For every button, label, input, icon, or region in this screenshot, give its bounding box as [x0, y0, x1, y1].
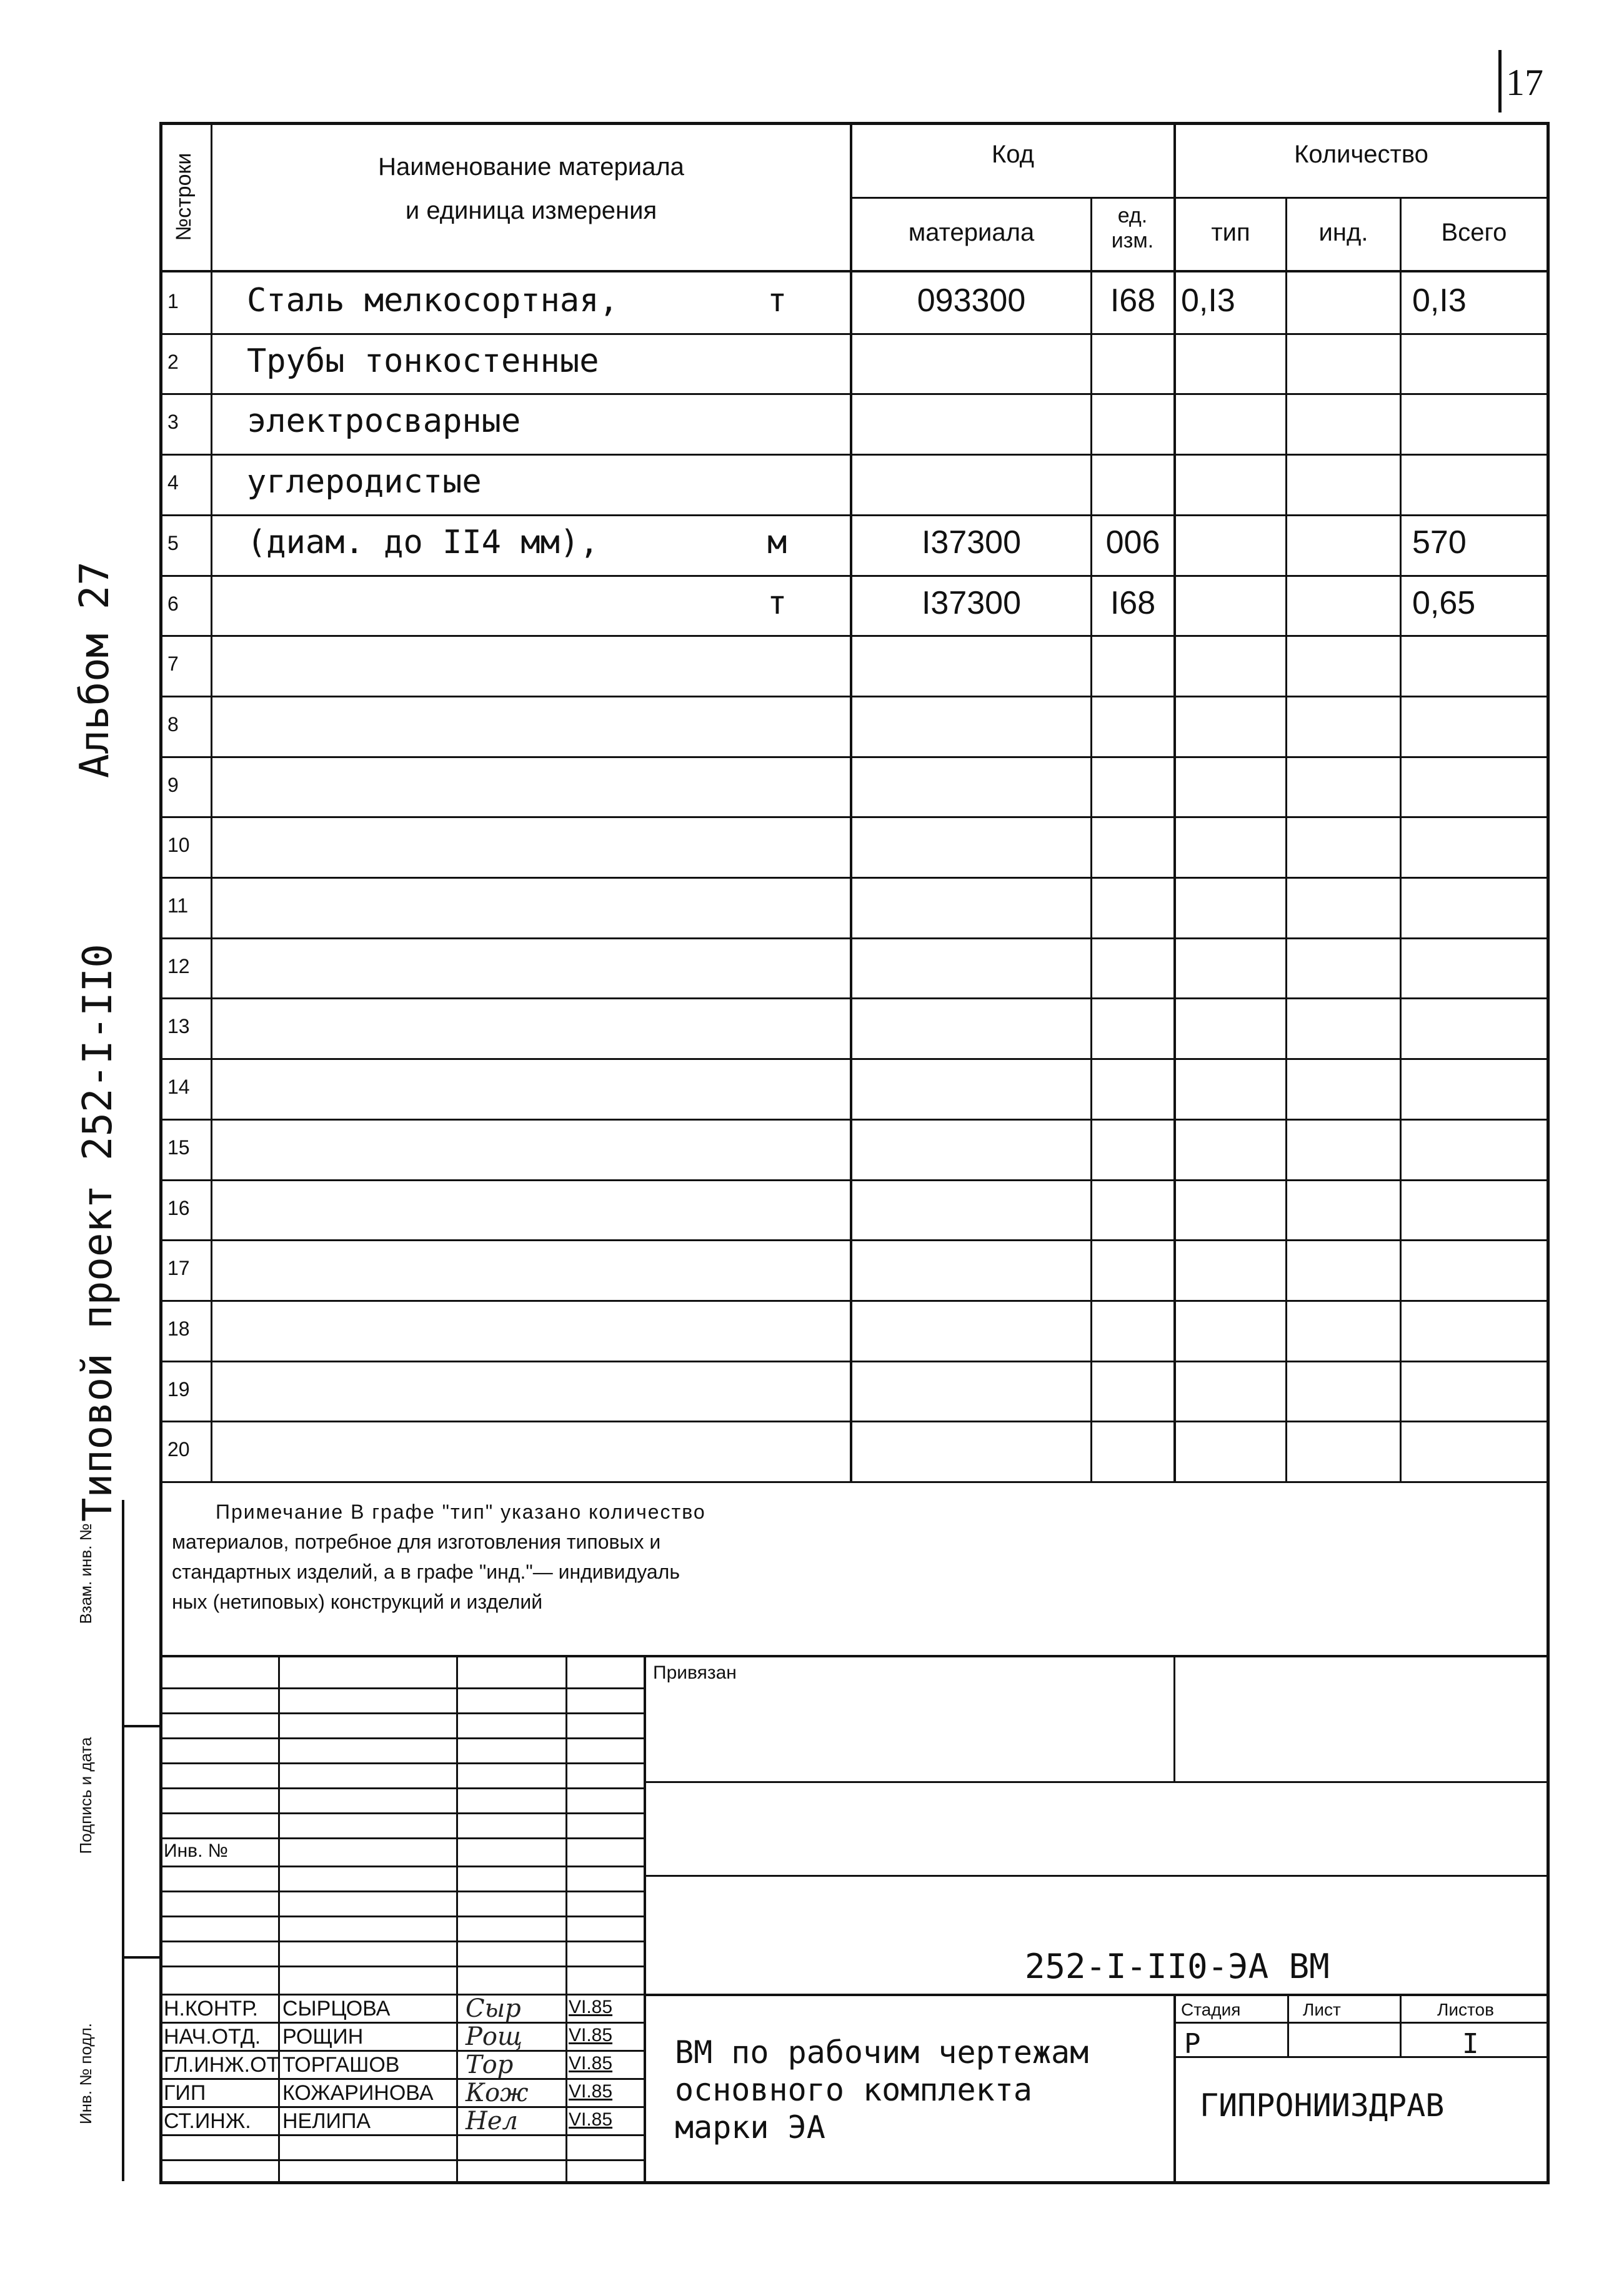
unit-code: I68 — [1110, 585, 1156, 621]
header-vsego: Всего — [1441, 219, 1507, 246]
material-name: Трубы тонкостенные — [247, 342, 599, 380]
right-line-1 — [644, 1781, 1547, 1783]
row-number: 15 — [167, 1136, 190, 1159]
signer-name: НЕЛИПА — [282, 2109, 371, 2133]
title-block-main-divider — [644, 1657, 646, 2181]
row-number: 4 — [167, 471, 179, 494]
page-number: 17 — [1506, 62, 1543, 103]
table-top-border — [159, 122, 1550, 125]
row-line — [159, 997, 1550, 999]
listov-label: Листов — [1437, 2000, 1494, 2019]
signer-signature: Нел — [466, 2107, 519, 2136]
row-line — [159, 696, 1550, 697]
row-line — [159, 1361, 1550, 1362]
signer-role: НАЧ.ОТД. — [164, 2025, 261, 2049]
header-sub-line — [850, 197, 1547, 199]
title-block-row-line — [159, 1687, 644, 1689]
right-line-2 — [644, 1875, 1547, 1877]
row-number: 9 — [167, 774, 179, 796]
row-line — [159, 514, 1550, 516]
title-block-row-line — [159, 2078, 644, 2080]
material-code: 093300 — [917, 282, 1026, 319]
row-number: 16 — [167, 1197, 190, 1219]
title-block-row-line — [159, 1916, 644, 1917]
row-line — [159, 635, 1550, 637]
row-line — [159, 1239, 1550, 1241]
frame-strip-divider-2 — [122, 1956, 159, 1959]
title-block-row-line — [159, 2022, 644, 2024]
title-block-col-line — [278, 1657, 280, 2181]
title-block-row-line — [159, 2159, 644, 2161]
row-number: 13 — [167, 1015, 190, 1037]
title-block-row-line — [159, 1812, 644, 1814]
row-number: 18 — [167, 1317, 190, 1340]
qty-total: 570 — [1412, 524, 1467, 561]
row-line — [159, 1058, 1550, 1060]
row-line — [159, 333, 1550, 335]
col-line-ind — [1400, 197, 1402, 1481]
qty-total: 0,65 — [1412, 585, 1476, 621]
note-line-4: ных (нетиповых) конструкций и изделий — [172, 1591, 543, 1613]
material-name: углеродистые — [247, 463, 482, 501]
note-line-2: материалов, потребное для изготовления типовых и — [172, 1531, 661, 1553]
signer-name: КОЖАРИНОВА — [282, 2081, 434, 2105]
title-block-row-line — [159, 2106, 644, 2108]
unit-code: 006 — [1105, 524, 1160, 561]
privyazan-label: Привязан — [653, 1662, 737, 1683]
title-block-row-line — [159, 1737, 644, 1739]
qty-tip: 0,I3 — [1181, 282, 1235, 319]
row-line — [159, 1421, 1550, 1422]
header-materiala: материала — [908, 219, 1035, 246]
col-line-name — [850, 122, 852, 1481]
row-number: 10 — [167, 834, 190, 856]
row-number: 8 — [167, 713, 179, 736]
frame-strip-divider-1 — [122, 1725, 159, 1727]
page-number-bar — [1498, 50, 1502, 112]
note-line-1: Примечание В графе "тип" указано количество — [216, 1501, 706, 1523]
stadiya-label: Стадия — [1181, 2000, 1241, 2019]
signer-name: РОЩИН — [282, 2025, 364, 2049]
side-project-label: Типовой проект 252-I-II0 — [75, 944, 121, 1522]
row-number: 6 — [167, 592, 179, 615]
unit-of-measure: м — [767, 524, 787, 561]
stamp-line-2 — [1173, 2056, 1547, 2058]
title-line-3: марки ЭА — [675, 2109, 825, 2146]
signer-name: ТОРГАШОВ — [282, 2053, 400, 2077]
unit-of-measure: т — [767, 282, 787, 319]
row-number: 12 — [167, 955, 190, 977]
header-row-no: №строки — [172, 152, 196, 241]
signer-role: ГЛ.ИНЖ.ОТ — [164, 2053, 280, 2077]
unit-of-measure: т — [767, 584, 787, 622]
header-bottom-line — [159, 270, 1550, 272]
table-left-border — [159, 122, 162, 2184]
header-ind: инд. — [1318, 219, 1368, 246]
header-kolichestvo: Количество — [1294, 141, 1428, 168]
row-number: 7 — [167, 652, 179, 675]
row-number: 14 — [167, 1076, 190, 1098]
side-album-label: Альбом 27 — [72, 561, 118, 778]
material-name: электросварные — [247, 402, 521, 440]
note-text — [172, 1497, 1047, 1617]
title-block-row-line — [159, 1941, 644, 1942]
signer-role: ГИП — [164, 2081, 206, 2105]
row-number: 20 — [167, 1438, 190, 1461]
note-line-3: стандартных изделий, а в графе "инд."— индивидуаль — [172, 1561, 680, 1583]
row-number: 17 — [167, 1257, 190, 1279]
signer-signature: Сыр — [466, 1994, 521, 2023]
signer-signature: Рощ — [466, 2022, 523, 2051]
organization-name: ГИПРОНИИЗДРАВ — [1200, 2087, 1445, 2124]
row-number: 2 — [167, 351, 179, 373]
signer-date: VI.85 — [569, 2025, 613, 2046]
title-line-1: ВМ по рабочим чертежам — [675, 2034, 1089, 2071]
col-line-ed — [1173, 122, 1176, 1481]
qty-total: 0,I3 — [1412, 282, 1467, 319]
signer-date: VI.85 — [569, 2081, 613, 2102]
signer-name: СЫРЦОВА — [282, 1997, 391, 2021]
row-line — [159, 393, 1550, 395]
row-line — [159, 454, 1550, 456]
title-block-row-line — [159, 2134, 644, 2136]
right-line-3 — [644, 1994, 1547, 1996]
title-block-row-line — [159, 1866, 644, 1867]
row-number: 19 — [167, 1378, 190, 1401]
stadiya-value: Р — [1184, 2028, 1201, 2060]
title-block-row-line — [159, 2050, 644, 2052]
stamp-col-1 — [1287, 1994, 1289, 2056]
document-code: 252-I-II0-ЭА ВМ — [1025, 1947, 1330, 1986]
listov-value: I — [1462, 2028, 1479, 2060]
title-block-row-line — [159, 1787, 644, 1789]
signer-role: СТ.ИНЖ. — [164, 2109, 251, 2133]
side-inv-podl-label: Инв. № подл. — [76, 2023, 95, 2124]
title-block-row-line — [159, 1966, 644, 1967]
row-number: 3 — [167, 411, 179, 433]
stamp-line-1 — [1173, 2022, 1547, 2024]
row-line — [159, 1179, 1550, 1181]
title-line-2: основного комплекта — [675, 2072, 1032, 2108]
material-name: Сталь мелкосортная, — [247, 282, 619, 319]
header-tip: тип — [1211, 219, 1250, 246]
title-block-row-line — [159, 1712, 644, 1714]
row-line — [159, 756, 1550, 758]
row-line — [159, 937, 1550, 939]
row-line — [159, 877, 1550, 879]
material-code: I37300 — [921, 585, 1022, 621]
col-line-tip — [1285, 197, 1287, 1481]
signer-date: VI.85 — [569, 1997, 613, 2017]
material-name: (диам. до II4 мм), — [247, 524, 599, 561]
col-line-rownum — [211, 122, 212, 1481]
table-right-border — [1547, 122, 1550, 2184]
signer-role: Н.КОНТР. — [164, 1997, 258, 2021]
signer-date: VI.85 — [569, 2053, 613, 2074]
title-block-col-line — [565, 1657, 567, 2181]
side-vzam-inv-label: Взам. инв. № — [76, 1523, 95, 1624]
title-block-row-line — [159, 1994, 644, 1996]
title-block-row-line — [159, 1837, 644, 1839]
row-line — [159, 575, 1550, 577]
signer-signature: Тор — [466, 2051, 514, 2079]
row-line — [159, 1119, 1550, 1121]
signer-date: VI.85 — [569, 2109, 613, 2130]
frame-left-strip — [122, 1500, 124, 2181]
stamp-col-2 — [1400, 1994, 1402, 2056]
signer-signature: Кож — [466, 2079, 529, 2107]
row-line — [159, 1300, 1550, 1302]
table-bottom-border — [159, 2181, 1550, 2184]
header-ed-izm: ед. изм. — [1111, 204, 1154, 252]
row-number: 11 — [167, 894, 189, 917]
title-block-row-line — [159, 1891, 644, 1892]
col-line-kod — [1090, 197, 1092, 1481]
material-code: I37300 — [921, 524, 1022, 561]
unit-code: I68 — [1110, 282, 1156, 319]
header-name-line2: и единица измерения — [405, 197, 657, 224]
list-label: Лист — [1303, 2000, 1341, 2019]
title-block-col-line — [456, 1657, 458, 2181]
header-name-line1: Наименование материала — [378, 153, 684, 181]
privyazan-divider — [1173, 1657, 1175, 1782]
row-number: 1 — [167, 290, 179, 312]
row-number: 5 — [167, 532, 179, 554]
note-bottom-line — [159, 1655, 1550, 1657]
title-block-row-line — [159, 1762, 644, 1764]
inv-no-label: Инв. № — [164, 1841, 228, 1861]
row-line — [159, 1481, 1550, 1483]
header-kod: Код — [991, 141, 1034, 168]
row-line — [159, 816, 1550, 818]
side-podpis-data-label: Подпись и дата — [76, 1737, 95, 1854]
